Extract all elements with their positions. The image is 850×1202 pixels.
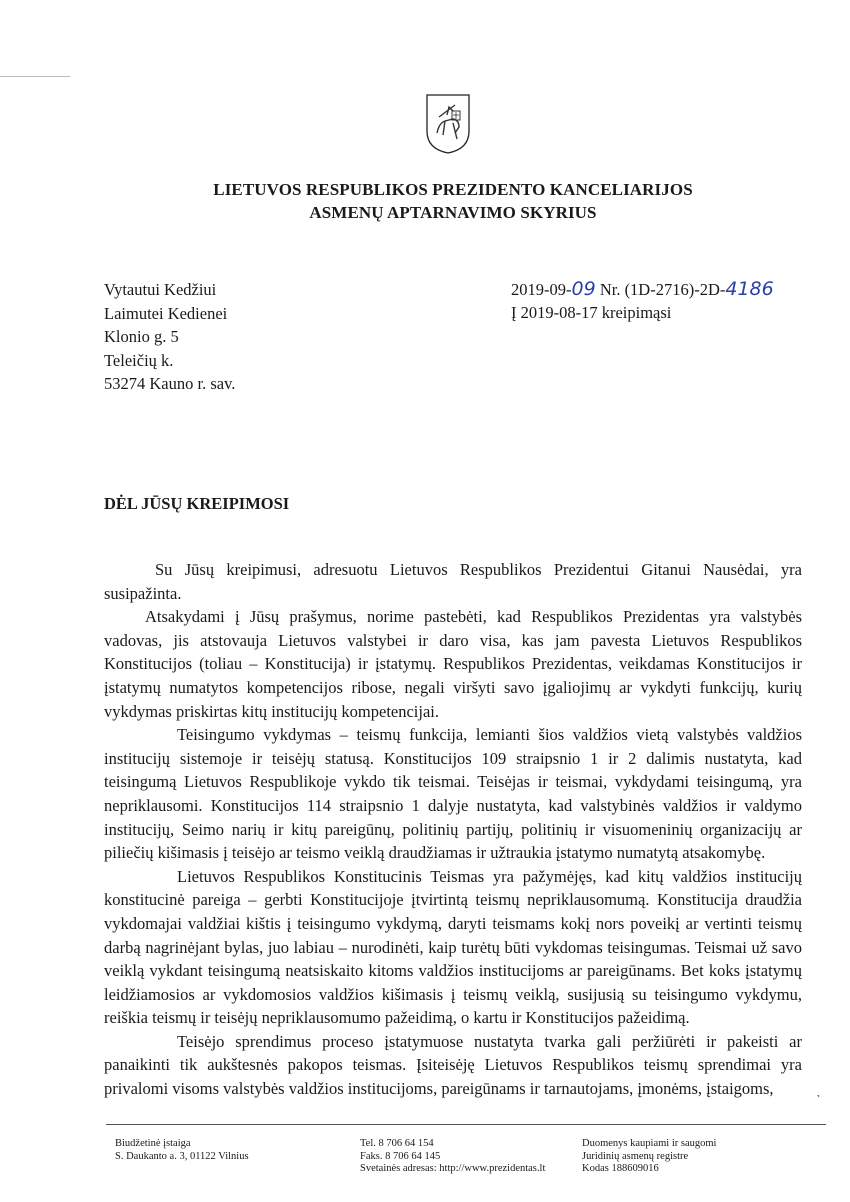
- document-reference: [511, 278, 774, 324]
- footer-line: Juridinių asmenų registre: [582, 1150, 689, 1162]
- in-reply-line: Į 2019-08-17 kreipimąsi: [511, 303, 672, 322]
- letter-body: [104, 558, 802, 1101]
- subject-heading: DĖL JŪSŲ KREIPIMOSI: [104, 494, 290, 513]
- recipient-line: Klonio g. 5: [104, 327, 179, 346]
- paragraph: Lietuvos Respublikos Konstitucinis Teismas yra pažymėjęs, kad kitų valdžios institucijų konstitucinė pareiga – gerbti Konstitucijoje įtvirtintą teismų nepriklausomumą. Konstitucija draudžia vykdomajai valdžiai kištis į teisingumo vykdymą, daryti teismams kokį nors poveikį ar vertinti teismų darbą nagrinėjant bylas, juo labiau – nurodinėti, kaip turėtų būti vykdomas teisingumas. Teismai už savo veiklą vykdant teisingumą neatsiskaito kitoms valdžios institucijoms ar pareigūnams. Bet koks įstatymų leidžiamosios ar vykdomosios valdžios kišimasis į teismų veiklą, susijusią su teisingumo vykdymu, reiškia teismų ir teisėjų nepriklausomumo pažeidimą, o kartu ir Konstitucijos pažeidimą.: [104, 866, 802, 1028]
- footer-institution: [115, 1138, 249, 1163]
- recipient-line: Laimutei Kedienei: [104, 303, 228, 323]
- recipient-line: Vytautui Kedžiui: [104, 280, 217, 299]
- scan-artifact-line: [0, 76, 70, 77]
- handwritten-day: 09: [571, 278, 596, 300]
- recipient-line: 53274 Kauno r. sav.: [104, 374, 236, 393]
- date-prefix: 2019-09-: [511, 280, 572, 299]
- footer-contacts: [360, 1138, 545, 1176]
- recipient-line: Teleičių k.: [104, 350, 174, 370]
- handwritten-number: 4186: [725, 278, 774, 300]
- number-prefix: Nr. (1D-2716)-2D-: [595, 280, 726, 299]
- footer-line: Kodas 188609016: [582, 1163, 659, 1174]
- footer-website: Svetainės adresas: http://www.prezidentas.lt: [360, 1163, 546, 1174]
- paragraph: Su Jūsų kreipimusi, adresuotu Lietuvos Respublikos Prezidentui Gitanui Nausėdai, yra susipažinta.: [104, 560, 802, 603]
- reference-number-line: [511, 278, 774, 301]
- footer-line: Biudžetinė įstaiga: [115, 1138, 191, 1149]
- paragraph: Teisingumo vykdymas – teismų funkcija, lemianti šios valdžios vietą valstybės valdžios institucijų sistemoje ir teisėjų statusą. Konstitucijos 109 straipsnio 1 ir 2 dalimis nustatyta, kad teisingumą Lietuvos Respublikoje vykdo tik teismai. Teisėjas ir teismai, vykdydami teisingumą, yra nepriklausomi. Konstitucijos 114 straipsnio 1 dalyje nustatyta, kad valstybinės valdžios ir valdymo institucijų, Seimo narių ir kitų pareigūnų, politinių partijų, politinių ir visuomeninių organizacijų ar piliečių kišimasis į teisėjo ar teismo veiklą draudžiamas ir užtraukia įstatymo numatytą atsakomybę.: [104, 725, 802, 863]
- letterhead-title: LIETUVOS RESPUBLIKOS PREZIDENTO KANCELIARIJOS: [213, 180, 693, 199]
- continuation-mark: ‵: [817, 1093, 820, 1107]
- footer-registry: [582, 1138, 716, 1176]
- paragraph: Atsakydami į Jūsų prašymus, norime pastebėti, kad Respublikos Prezidentas yra valstybės vadovas, jis atstovauja Lietuvos valstybei ir daro visa, kas jam pavesta Lietuvos Respublikos Konstitucijos (toliau – Konstitucija) ir įstatymų. Respublikos Prezidentas, veikdamas Konstitucijos ir įstatymų numatytos kompetencijos ribose, negali viršyti savo įgaliojimų ar vykdyti funkcijų, kurių vykdymas priskirtas kitų institucijų kompetencijai.: [104, 607, 802, 721]
- footer-line: Tel. 8 706 64 154: [360, 1138, 434, 1149]
- vytis-coat-of-arms-icon: [425, 93, 471, 155]
- footer-line: S. Daukanto a. 3, 01122 Vilnius: [115, 1150, 249, 1162]
- paragraph: Teisėjo sprendimus proceso įstatymuose nustatyta tvarka gali peržiūrėti ir pakeisti ar panaikinti tik aukštesnės pakopos teismas. Įsiteisėję Lietuvos Respublikos teismų sprendimai yra privalomi visoms valstybės valdžios institucijoms, pareigūnams ir tarnautojams, įmonėms, įstaigoms,: [104, 1031, 802, 1099]
- footer-divider: [106, 1124, 826, 1125]
- footer-line: Duomenys kaupiami ir saugomi: [582, 1138, 717, 1149]
- recipient-address: [104, 278, 235, 396]
- footer-line: Faks. 8 706 64 145: [360, 1150, 441, 1162]
- letterhead-subtitle: ASMENŲ APTARNAVIMO SKYRIUS: [309, 203, 597, 222]
